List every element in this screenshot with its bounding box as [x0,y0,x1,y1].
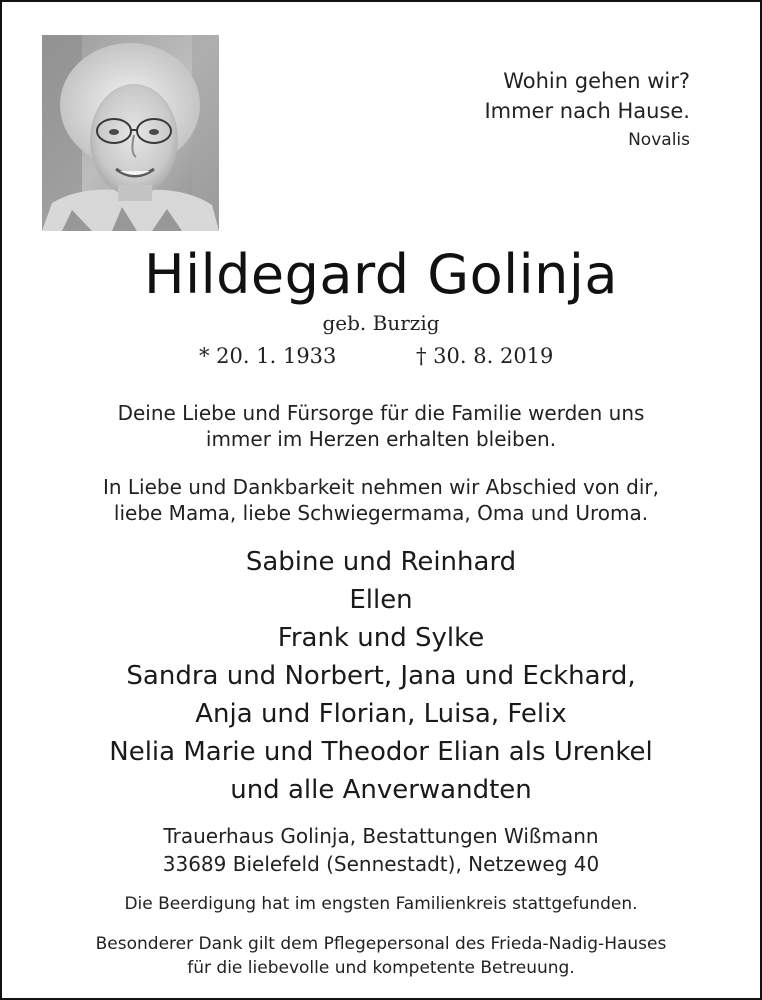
funeral-home-address [2,822,760,878]
mourner-line: und alle Anverwandten [230,775,532,805]
mourner-line: Sabine und Reinhard [245,547,517,577]
quote-line: Immer nach Hause. [484,99,690,123]
maiden-name: geb. Burzig [322,311,440,335]
epigraph-quote [484,66,690,154]
farewell-line: liebe Mama, liebe Schwiegermama, Oma und Uroma. [113,501,649,525]
birth-date: * 20. 1. 1933 [199,344,337,368]
tribute-line: Deine Liebe und Fürsorge für die Familie werden uns [117,401,645,425]
tribute-paragraph [2,400,760,452]
mourner-line: Ellen [349,585,413,615]
address-line: 33689 Bielefeld (Sennestadt), Netzeweg 40 [162,852,600,876]
quote-author: Novalis [628,130,690,150]
farewell-line: In Liebe und Dankbarkeit nehmen wir Abschied von dir, [102,475,659,499]
burial-note: Die Beerdigung hat im engsten Familienkreis stattgefunden. [124,894,638,914]
mourner-line: Frank und Sylke [277,623,485,653]
portrait-photo [42,35,219,231]
thanks-line: Besonderer Dank gilt dem Pflegepersonal des Frieda-Nadig-Hauses [95,934,667,954]
address-line: Trauerhaus Golinja, Bestattungen Wißmann [163,824,599,848]
mourner-line: Anja und Florian, Luisa, Felix [195,699,567,729]
thanks-note [2,932,760,980]
tribute-line: immer im Herzen erhalten bleiben. [205,427,557,451]
mourners-list [2,543,760,809]
quote-line: Wohin gehen wir? [503,69,690,93]
mourner-line: Sandra und Norbert, Jana und Eckhard, [126,661,636,691]
deceased-name: Hildegard Golinja [144,243,618,306]
farewell-paragraph [2,474,760,526]
mourner-line: Nelia Marie und Theodor Elian als Urenkel [109,737,653,767]
thanks-line: für die liebevolle und kompetente Betreuung. [187,958,575,978]
death-date: † 30. 8. 2019 [416,344,554,368]
